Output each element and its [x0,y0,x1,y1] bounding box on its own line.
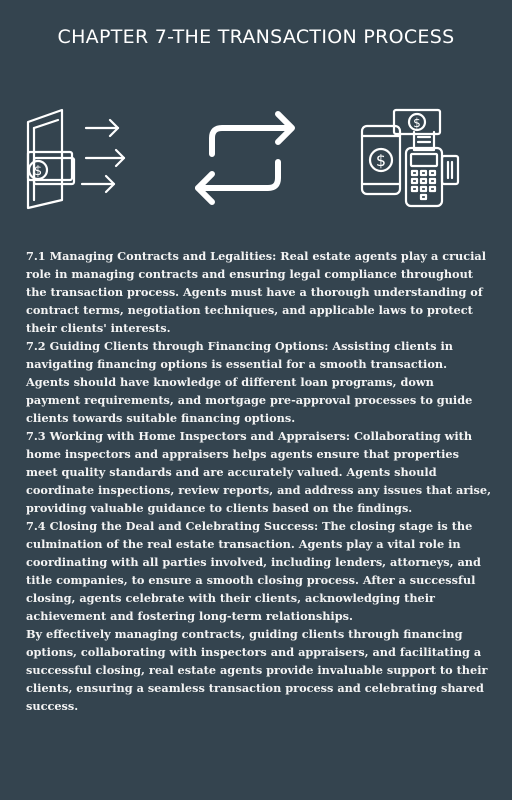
svg-text:$: $ [33,164,43,179]
exchange-arrows-icon [190,108,300,208]
mobile-payment-pos-icon [356,104,466,212]
summary-paragraph: By effectively managing contracts, guiding clients through financing options, collaborating with inspectors and appraisers, and facilitating a successful closing, real estate agents provide invaluable support to their clients, ensuring a seamless transaction process and celebrating shared success. [26,627,488,713]
section-7-1-paragraph: 7.1 Managing Contracts and Legalities: Real estate agents play a crucial role in managing contracts and ensuring legal compliance throughout the transaction process. Agents must have a thorough understanding of contract terms, negotiation techniques, and applicable laws to protect their clients' interests. [26,249,487,335]
section-7-2-paragraph: 7.2 Guiding Clients through Financing Options: Assisting clients in navigating financing options is essential for a smooth transaction. Agents should have knowledge of different loan programs, down payment requirements, and mortgage pre-approval processes to guide clients towards suitable financing options. [26,339,473,425]
wallet-cash-arrows-icon [24,108,126,212]
section-7-3-paragraph: 7.3 Working with Home Inspectors and Appraisers: Collaborating with home inspectors and appraisers helps agents ensure that properties meet quality standards and are accurately valued. Agents should coordinate inspections, review reports, and address any issues that arise, providing valuable guidance to clients based on the findings. [26,429,492,515]
chapter-body [26,247,492,715]
section-7-4-paragraph: 7.4 Closing the Deal and Celebrating Success: The closing stage is the culmination of the real estate transaction. Agents play a vital role in coordinating with all parties involved, including lenders, attorneys, and title companies, to ensure a smooth closing process. After a successful closing, agents celebrate with their clients, acknowledging their achievement and fostering long-term relationships. [26,519,481,623]
svg-text:$: $ [413,116,421,130]
icon-row [0,100,512,220]
svg-text:$: $ [375,151,387,170]
page-title: CHAPTER 7-THE TRANSACTION PROCESS [57,26,455,48]
